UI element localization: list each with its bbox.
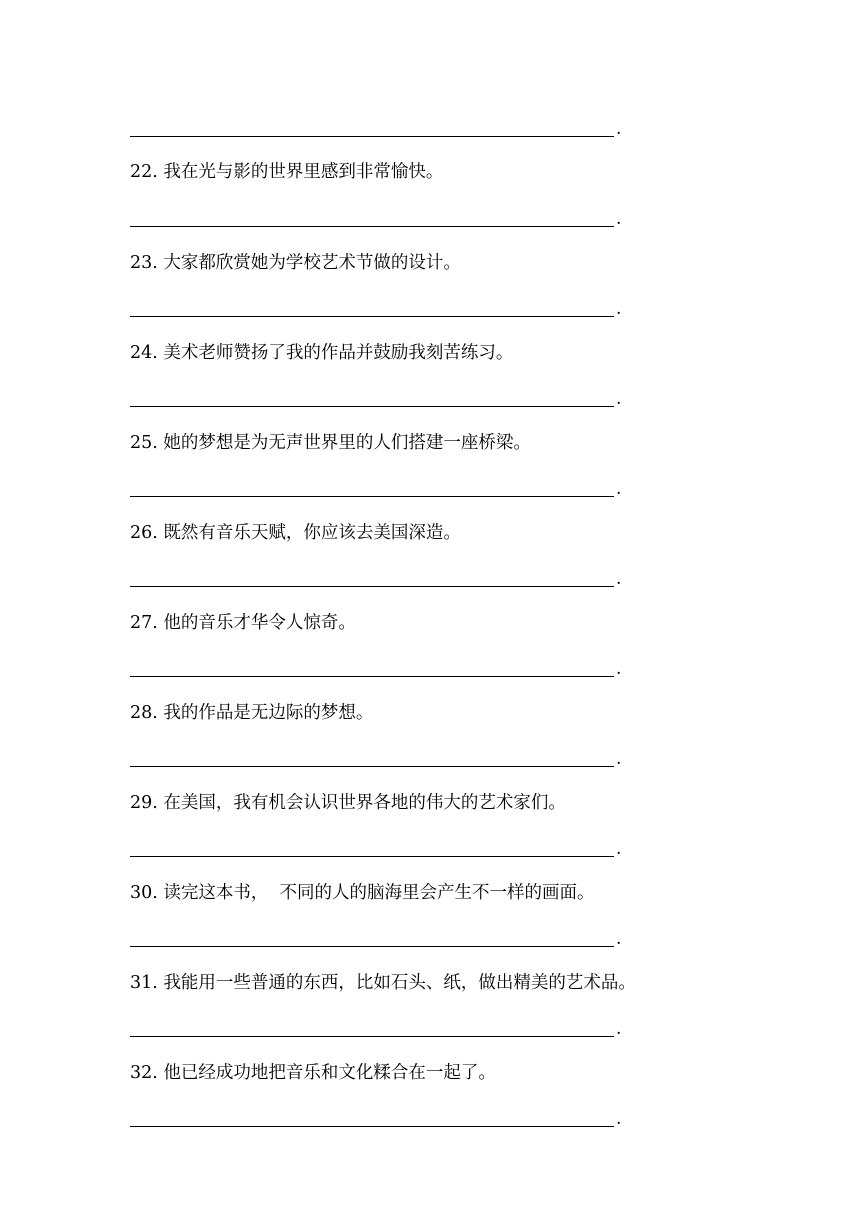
answer-line[interactable] [130, 766, 614, 767]
line-end-period: . [616, 299, 622, 319]
question-text: 30. 读完这本书， 不同的人的脑海里会产生不一样的画面。 [130, 883, 595, 903]
answer-line[interactable] [130, 856, 614, 857]
answer-line[interactable] [130, 226, 614, 227]
question-text: 24. 美术老师赞扬了我的作品并鼓励我刻苦练习。 [130, 343, 514, 363]
answer-line[interactable] [130, 586, 614, 587]
answer-line[interactable] [130, 676, 614, 677]
line-end-period: . [616, 119, 622, 139]
question-text: 22. 我在光与影的世界里感到非常愉快。 [130, 162, 444, 182]
line-end-period: . [616, 1109, 622, 1129]
line-end-period: . [616, 479, 622, 499]
line-end-period: . [616, 1019, 622, 1039]
question-text: 31. 我能用一些普通的东西，比如石头、纸，做出精美的艺术品。 [130, 973, 636, 993]
question-text: 25. 她的梦想是为无声世界里的人们搭建一座桥梁。 [130, 433, 531, 453]
question-text: 27. 他的音乐才华令人惊奇。 [130, 613, 356, 633]
question-text: 28. 我的作品是无边际的梦想。 [130, 703, 374, 723]
answer-line[interactable] [130, 946, 614, 947]
answer-line[interactable] [130, 406, 614, 407]
line-end-period: . [616, 209, 622, 229]
question-text: 29. 在美国，我有机会认识世界各地的伟大的艺术家们。 [130, 793, 566, 813]
line-end-period: . [616, 569, 622, 589]
question-text: 23. 大家都欣赏她为学校艺术节做的设计。 [130, 253, 461, 273]
line-end-period: . [616, 929, 622, 949]
question-text: 26. 既然有音乐天赋，你应该去美国深造。 [130, 523, 461, 543]
answer-line[interactable] [130, 1036, 614, 1037]
answer-line[interactable] [130, 316, 614, 317]
answer-line[interactable] [130, 496, 614, 497]
line-end-period: . [616, 389, 622, 409]
question-text: 32. 他已经成功地把音乐和文化糅合在一起了。 [130, 1063, 496, 1083]
line-end-period: . [616, 749, 622, 769]
line-end-period: . [616, 659, 622, 679]
answer-line[interactable] [130, 1126, 614, 1127]
line-end-period: . [616, 839, 622, 859]
answer-line[interactable] [130, 136, 614, 137]
